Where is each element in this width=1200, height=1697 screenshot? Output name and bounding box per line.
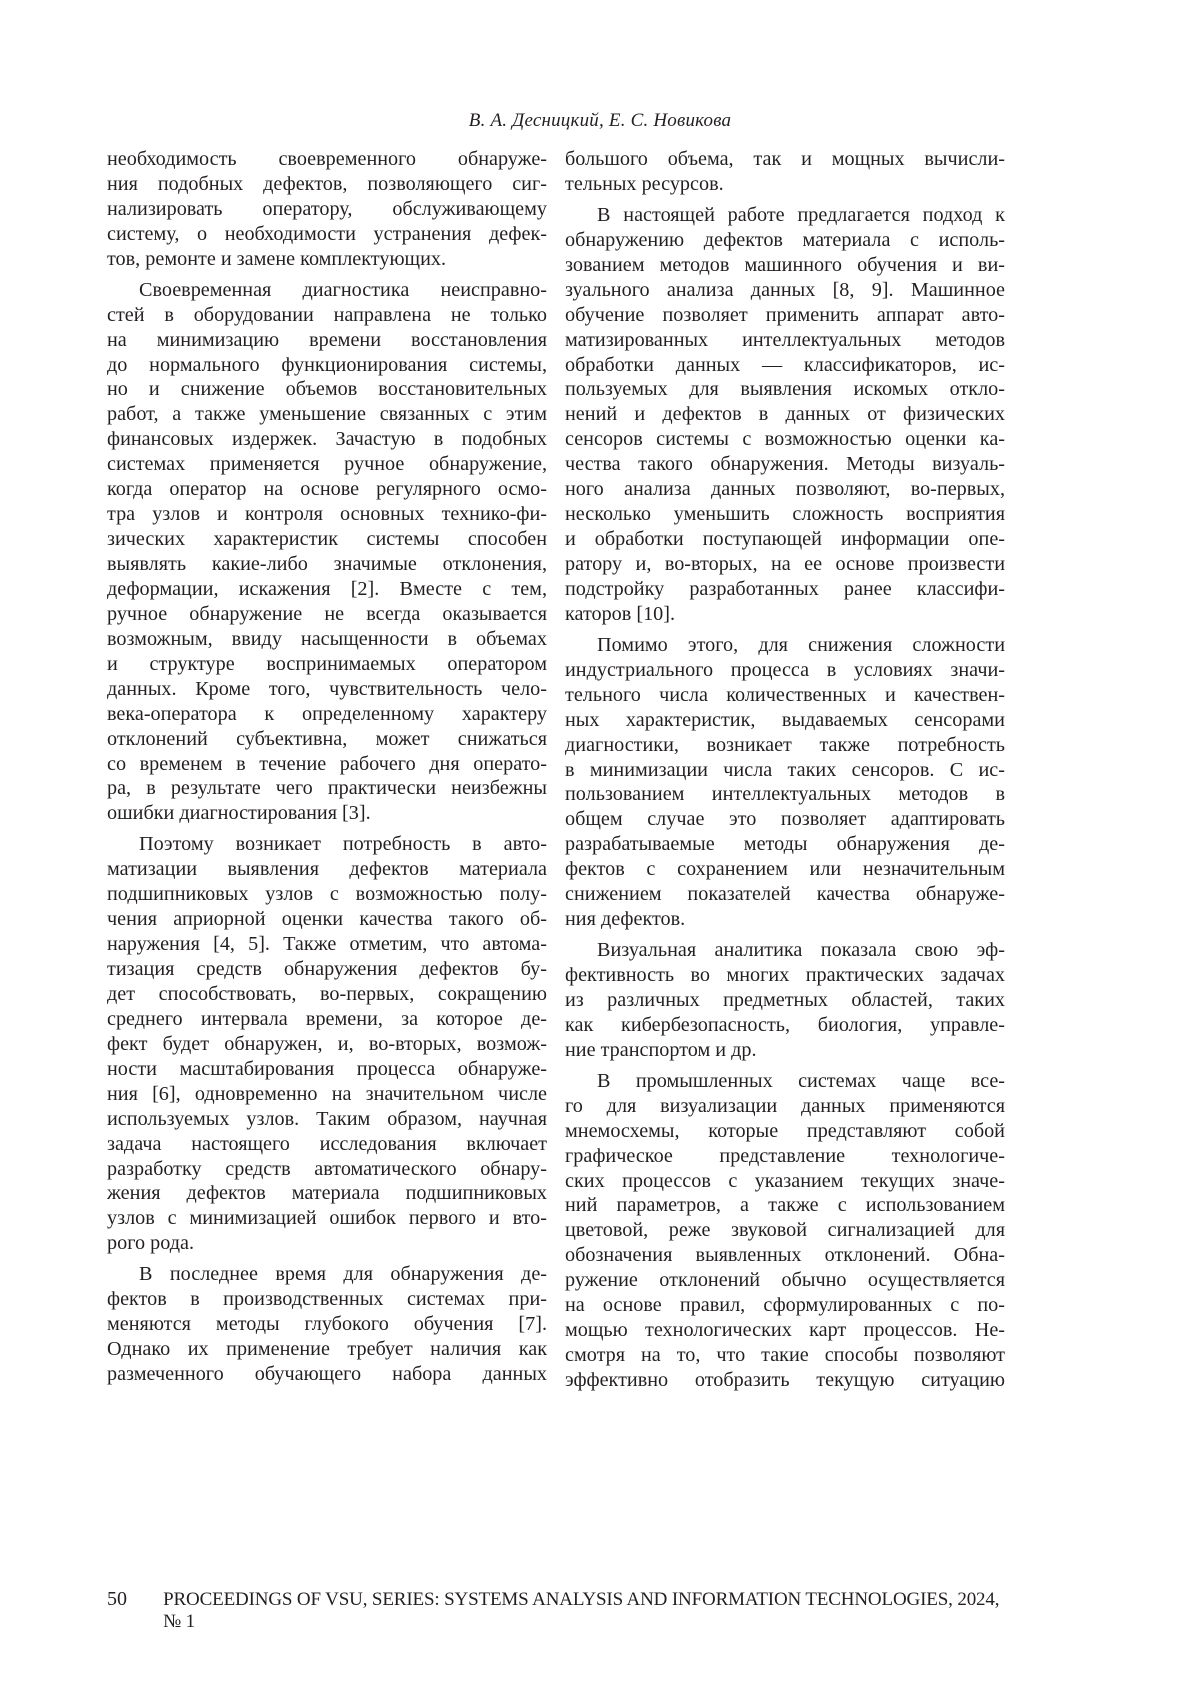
text-line: системах применяется ручное обнаружение, xyxy=(107,453,547,476)
text-line: графическое представление технологиче- xyxy=(565,1144,1005,1167)
text-line: зуального анализа данных [8, 9]. Машинное xyxy=(565,278,1005,301)
paragraph-start-line: В настоящей работе предлагается подход к xyxy=(597,203,1005,226)
paragraph-start-line: Визуальная аналитика показала свою эф- xyxy=(597,939,1005,962)
text-line: зических характеристик системы способен xyxy=(107,528,547,551)
text-line: обозначения выявленных отклонений. Обна- xyxy=(565,1244,1005,1267)
text-line: эффективно отобразить текущую ситуацию xyxy=(565,1369,1005,1391)
text-line: в минимизации числа таких сенсоров. С ис- xyxy=(565,758,1005,781)
text-line: рого рода. xyxy=(107,1232,194,1255)
text-line: большого объема, так и мощных вычисли- xyxy=(565,148,1005,170)
text-line: возможным, ввиду насыщенности в объемах xyxy=(107,627,547,650)
text-line: матизированных интеллектуальных методов xyxy=(565,328,1005,351)
text-line: общем случае это позволяет адаптировать xyxy=(565,808,1005,831)
text-line: используемых узлов. Таким образом, научная xyxy=(107,1107,547,1130)
text-line: тельного числа количественных и качествен- xyxy=(565,683,1005,706)
text-line: диагностики, возникает также потребность xyxy=(565,733,1005,756)
text-line: смотря на то, что такие способы позволяют xyxy=(565,1344,1005,1367)
text-line: узлов с минимизацией ошибок первого и вто- xyxy=(107,1207,547,1230)
text-line: систему, о необходимости устранения дефек- xyxy=(107,222,547,245)
text-line: сенсоров системы с возможностью оценки ка- xyxy=(565,428,1005,451)
text-line: наружения [4, 5]. Также отметим, что автома- xyxy=(107,933,547,956)
text-line: подшипниковых узлов с возможностью полу- xyxy=(107,883,547,906)
text-line: обработки данных — классификаторов, ис- xyxy=(565,353,1005,376)
text-line: дет способствовать, во-первых, сокращению xyxy=(107,982,547,1005)
text-line: века-оператора к определенному характеру xyxy=(107,702,547,725)
text-line: задача настоящего исследования включает xyxy=(107,1132,547,1155)
text-line: на минимизацию времени восстановления xyxy=(107,328,547,351)
text-line: цветовой, реже звуковой сигнализацией для xyxy=(565,1219,1005,1242)
text-line: ния дефектов. xyxy=(565,908,686,931)
text-line: стей в оборудовании направлена не только xyxy=(107,303,547,326)
text-line: нализировать оператору, обслуживающему xyxy=(107,197,547,220)
text-line: нений и дефектов в данных от физических xyxy=(565,403,1005,426)
text-line: ние транспортом и др. xyxy=(565,1038,757,1061)
text-line: ручное обнаружение не всегда оказывается xyxy=(107,602,547,625)
text-line: и структуре воспринимаемых оператором xyxy=(107,652,547,675)
text-line: обучение позволяет применить аппарат авто- xyxy=(565,303,1005,326)
text-line: ра, в результате чего практически неизбежны xyxy=(107,777,547,800)
text-line: пользованием интеллектуальных методов в xyxy=(565,783,1005,806)
text-line: матизации выявления дефектов материала xyxy=(107,858,547,881)
text-line: финансовых издержек. Зачастую в подобных xyxy=(107,428,547,451)
paragraph-start-line: В промышленных системах чаще все- xyxy=(597,1069,1005,1092)
journal-title: PROCEEDINGS OF VSU, SERIES: SYSTEMS ANALYSIS AND INFORMATION TECHNOLOGIES, 2024, № 1 xyxy=(163,1589,1000,1632)
paragraph-start-line: Своевременная диагностика неисправно- xyxy=(139,278,547,301)
text-line: выявлять какие-либо значимые отклонения, xyxy=(107,553,547,575)
text-line: из различных предметных областей, таких xyxy=(565,988,1005,1011)
text-line: ности масштабирования процесса обнаруже- xyxy=(107,1057,547,1080)
paragraph-start-line: Помимо этого, для снижения сложности xyxy=(597,633,1005,656)
text-line: меняются методы глубокого обучения [7]. xyxy=(107,1313,547,1336)
paragraph-start-line: Поэтому возникает потребность в авто- xyxy=(139,833,547,856)
text-line: несколько уменьшить сложность восприятия xyxy=(565,503,1005,526)
text-line: зованием методов машинного обучения и ви- xyxy=(565,253,1005,276)
text-line: тра узлов и контроля основных технико-фи- xyxy=(107,503,547,526)
text-line: чества такого обнаружения. Методы визуаль- xyxy=(565,453,1005,476)
text-line: пользуемых для выявления искомых откло- xyxy=(565,378,1005,401)
text-line: но и снижение объемов восстановительных xyxy=(107,378,547,401)
text-line: работ, а также уменьшение связанных с этим xyxy=(107,403,547,426)
text-line: ратору и, во-вторых, на ее основе произвести xyxy=(565,553,1005,575)
text-line: ния [6], одновременно на значительном числе xyxy=(107,1082,547,1105)
text-line: ния подобных дефектов, позволяющего сиг- xyxy=(107,172,547,195)
text-line: ний параметров, а также с использованием xyxy=(565,1194,1005,1217)
running-head-authors: В. А. Десницкий, Е. С. Новикова xyxy=(468,110,732,131)
text-line: го для визуализации данных применяются xyxy=(565,1094,1005,1117)
text-line: подстройку разработанных ранее классифи- xyxy=(565,577,1005,600)
paragraph-start-line: В последнее время для обнаружения де- xyxy=(139,1263,547,1286)
text-line: чения априорной оценки качества такого об- xyxy=(107,908,547,931)
text-line: разработку средств автоматического обнару- xyxy=(107,1157,547,1180)
text-line: со временем в течение рабочего дня операто- xyxy=(107,752,547,775)
text-line: фективность во многих практических задачах xyxy=(565,964,1005,986)
text-line: как кибербезопасность, биология, управле- xyxy=(565,1013,1005,1036)
text-line: мнемосхемы, которые представляют собой xyxy=(565,1119,1005,1142)
text-line: ного анализа данных позволяют, во-первых, xyxy=(565,478,1005,501)
text-line: фектов в производственных системах при- xyxy=(107,1288,547,1311)
text-line: данных. Кроме того, чувствительность чело- xyxy=(107,677,547,700)
text-line: индустриального процесса в условиях значи- xyxy=(565,658,1005,681)
text-line: тов, ремонте и замене комплектующих. xyxy=(107,247,447,270)
text-line: ных характеристик, выдаваемых сенсорами xyxy=(565,708,1005,731)
text-line: ружение отклонений обычно осуществляется xyxy=(565,1269,1005,1292)
text-line: размеченного обучающего набора данных xyxy=(107,1363,547,1385)
text-line: необходимость своевременного обнаруже- xyxy=(107,148,547,170)
text-line: на основе правил, сформулированных с по- xyxy=(565,1294,1005,1317)
text-line: обнаружению дефектов материала с исполь- xyxy=(565,228,1005,251)
text-line: и обработки поступающей информации опе- xyxy=(565,528,1005,551)
page-footer xyxy=(107,1588,1007,1633)
text-line: тельных ресурсов. xyxy=(565,172,724,195)
text-line: каторов [10]. xyxy=(565,602,676,625)
text-line: когда оператор на основе регулярного осмо- xyxy=(107,478,547,501)
text-line: тизация средств обнаружения дефектов бу- xyxy=(107,958,547,980)
right-text-column xyxy=(565,147,1005,1393)
page-number: 50 xyxy=(107,1588,127,1610)
text-line: деформации, искажения [2]. Вместе с тем, xyxy=(107,577,547,600)
text-line: разрабатываемые методы обнаружения де- xyxy=(565,833,1005,856)
text-line: фект будет обнаружен, и, во-вторых, возмож- xyxy=(107,1032,547,1055)
text-line: жения дефектов материала подшипниковых xyxy=(107,1182,547,1205)
text-line: ских процессов с указанием текущих значе- xyxy=(565,1169,1005,1192)
text-line: ошибки диагностирования [3]. xyxy=(107,802,371,825)
text-line: среднего интервала времени, за которое де- xyxy=(107,1007,547,1030)
left-text-column xyxy=(107,147,547,1387)
text-line: мощью технологических карт процессов. Не- xyxy=(565,1319,1005,1342)
text-line: до нормального функционирования системы, xyxy=(107,353,547,376)
text-line: Однако их применение требует наличия как xyxy=(107,1338,547,1361)
text-line: отклонений субъективна, может снижаться xyxy=(107,727,547,750)
text-line: фектов с сохранением или незначительным xyxy=(565,858,1005,881)
text-line: снижением показателей качества обнаруже- xyxy=(565,883,1005,906)
